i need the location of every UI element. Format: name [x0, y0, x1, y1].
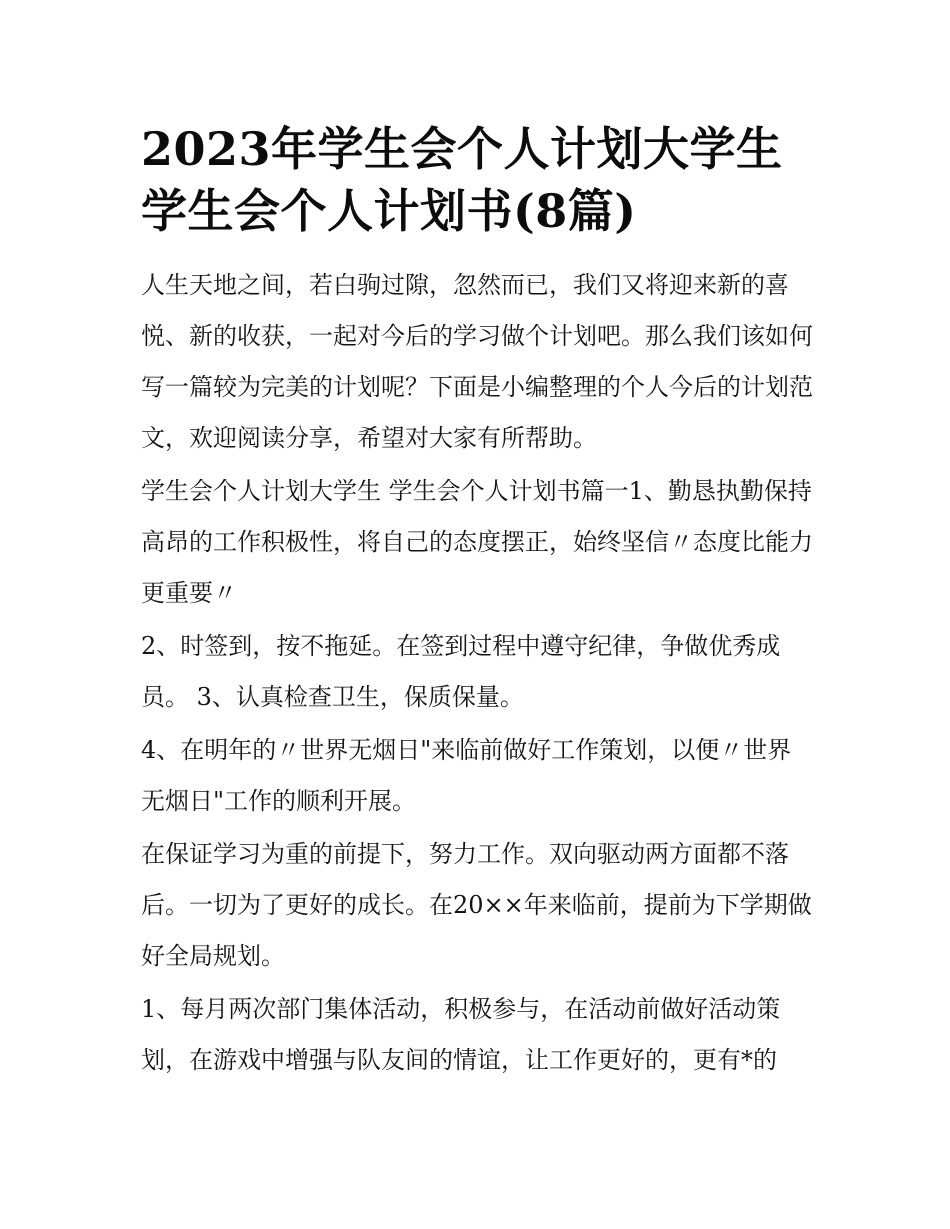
study-work-paragraph: 在保证学习为重的前提下，努力工作。双向驱动两方面都不落后。一切为了更好的成长。在20××年来临前，提前为下学期做好全局规划。: [141, 840, 812, 970]
document-page: [141, 118, 813, 1088]
item-two-three-paragraph: 2、时签到，按不拖延。在签到过程中遵守纪律，争做优秀成员。 3、认真检查卫生，保质保量。: [141, 632, 781, 711]
document-title: 2023年学生会个人计划大学生学生会个人计划书(8篇): [141, 122, 783, 238]
item-four-paragraph: 4、在明年的〃世界无烟日"来临前做好工作策划，以便〃世界无烟日"工作的顺利开展。: [141, 736, 792, 815]
monthly-activity-paragraph: 1、每月两次部门集体活动，积极参与，在活动前做好活动策划，在游戏中增强与队友间的情谊，让工作更好的，更有*的: [141, 995, 781, 1074]
intro-paragraph: 人生天地之间，若白驹过隙，忽然而已，我们又将迎来新的喜悦、新的收获，一起对今后的学习做个计划吧。那么我们该如何写一篇较为完美的计划呢？下面是小编整理的个人今后的计划范文，欢迎阅读分享，希望对大家有所帮助。: [141, 271, 813, 452]
section-one-paragraph: 学生会个人计划大学生 学生会个人计划书篇一1、勤恳执勤保持高昂的工作积极性，将自己的态度摆正，始终坚信〃态度比能力更重要〃: [141, 477, 813, 607]
